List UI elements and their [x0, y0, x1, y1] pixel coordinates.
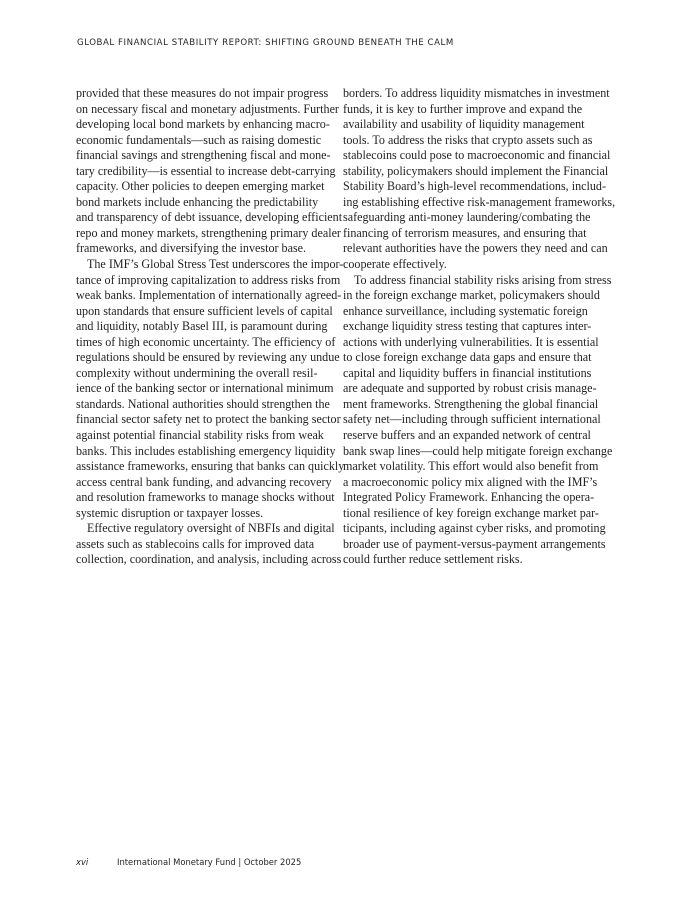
text-line: market volatility. This effort would also benefit from	[343, 459, 599, 474]
paragraph-first-line: To address financial stability risks arising from stress	[354, 272, 612, 287]
text-line: weak banks. Implementation of internationally agreed-	[76, 288, 342, 303]
text-line: could further reduce settlement risks.	[343, 552, 523, 567]
text-line: exchange liquidity stress testing that captures inter-	[343, 319, 592, 334]
text-line: on necessary fiscal and monetary adjustments. Further	[76, 101, 339, 116]
text-line: broader use of payment-versus-payment arrangements	[343, 536, 606, 551]
left-column	[76, 86, 345, 568]
text-line: financial savings and strengthening fiscal and mone-	[76, 148, 331, 163]
text-line: and liquidity, notably Basel III, is paramount during	[76, 319, 328, 334]
text-line: stablecoins could pose to macroeconomic and financial	[343, 148, 611, 163]
text-line: ience of the banking sector or international minimum	[76, 381, 334, 396]
text-line: tary credibility—is essential to increase debt-carrying	[76, 163, 336, 178]
text-line: standards. National authorities should strengthen the	[76, 396, 330, 411]
text-line: financing of terrorism measures, and ensuring that	[343, 225, 587, 240]
text-line: and resolution frameworks to manage shocks without	[76, 490, 335, 505]
text-line: against potential financial stability risks from weak	[76, 428, 324, 443]
paragraph-first-line: The IMF’s Global Stress Test underscores the impor-	[87, 257, 344, 272]
text-line: safety net—including through sufficient international	[343, 412, 601, 427]
text-line: collection, coordination, and analysis, including across	[76, 552, 342, 567]
text-line: tional resilience of key foreign exchange market par-	[343, 505, 599, 520]
text-line: ticipants, including against cyber risks, and promoting	[343, 521, 606, 536]
text-line: times of high economic uncertainty. The efficiency of	[76, 334, 336, 349]
text-line: economic fundamentals—such as raising domestic	[76, 132, 322, 147]
text-line: ment frameworks. Strengthening the global financial	[343, 396, 599, 411]
text-line: ing establishing effective risk-management frameworks,	[343, 194, 616, 209]
footer-source: International Monetary Fund | October 2025	[117, 857, 302, 867]
text-line: actions with underlying vulnerabilities. It is essential	[343, 334, 599, 349]
text-line: in the foreign exchange market, policymakers should	[343, 288, 600, 303]
text-line: a macroeconomic policy mix aligned with the IMF’s	[343, 474, 598, 489]
text-line: provided that these measures do not impair progress	[76, 86, 329, 100]
text-line: Stability Board’s high-level recommendations, includ-	[343, 179, 606, 194]
running-header: GLOBAL FINANCIAL STABILITY REPORT: SHIFTING GROUND BENEATH THE CALM	[77, 38, 454, 48]
text-line: reserve buffers and an expanded network of central	[343, 428, 591, 443]
text-line: tance of improving capitalization to address risks from	[76, 272, 341, 287]
text-line: cooperate effectively.	[343, 257, 447, 272]
text-line: bond markets include enhancing the predictability	[76, 194, 319, 209]
text-line: stability, policymakers should implement the Financial	[343, 163, 609, 178]
text-line: to close foreign exchange data gaps and ensure that	[343, 350, 592, 365]
right-column	[343, 86, 616, 568]
text-line: capital and liquidity buffers in financial institutions	[343, 365, 592, 380]
text-line: safeguarding anti-money laundering/combating the	[343, 210, 591, 225]
text-line: assistance frameworks, ensuring that banks can quickly	[76, 459, 345, 474]
text-line: bank swap lines—could help mitigate foreign exchange	[343, 443, 613, 458]
text-line: regulations should be ensured by reviewing any undue	[76, 350, 340, 365]
text-line: access central bank funding, and advancing recovery	[76, 474, 332, 489]
text-line: borders. To address liquidity mismatches in investment	[343, 86, 610, 100]
text-line: assets such as stablecoins calls for improved data	[76, 536, 315, 551]
page-number: xvi	[76, 857, 89, 867]
text-line: relevant authorities have the powers they need and can	[343, 241, 608, 256]
text-line: and transparency of debt issuance, developing efficient	[76, 210, 343, 225]
text-line: funds, it is key to further improve and expand the	[343, 101, 583, 116]
text-line: capacity. Other policies to deepen emerging market	[76, 179, 325, 194]
text-line: enhance surveillance, including systematic foreign	[343, 303, 588, 318]
paragraph-first-line: Effective regulatory oversight of NBFIs and digital	[87, 521, 335, 536]
text-line: banks. This includes establishing emergency liquidity	[76, 443, 336, 458]
text-line: are adequate and supported by robust crisis manage-	[343, 381, 597, 396]
text-line: complexity without undermining the overall resil-	[76, 365, 318, 380]
text-line: frameworks, and diversifying the investor base.	[76, 241, 307, 256]
text-line: tools. To address the risks that crypto assets such as	[343, 132, 593, 147]
text-line: Integrated Policy Framework. Enhancing the opera-	[343, 490, 595, 505]
text-line: availability and usability of liquidity management	[343, 117, 585, 132]
text-line: financial sector safety net to protect the banking sector	[76, 412, 341, 427]
text-line: repo and money markets, strengthening primary dealer	[76, 225, 341, 240]
text-line: upon standards that ensure sufficient levels of capital	[76, 303, 333, 318]
text-line: developing local bond markets by enhancing macro-	[76, 117, 330, 132]
text-line: systemic disruption or taxpayer losses.	[76, 505, 264, 520]
